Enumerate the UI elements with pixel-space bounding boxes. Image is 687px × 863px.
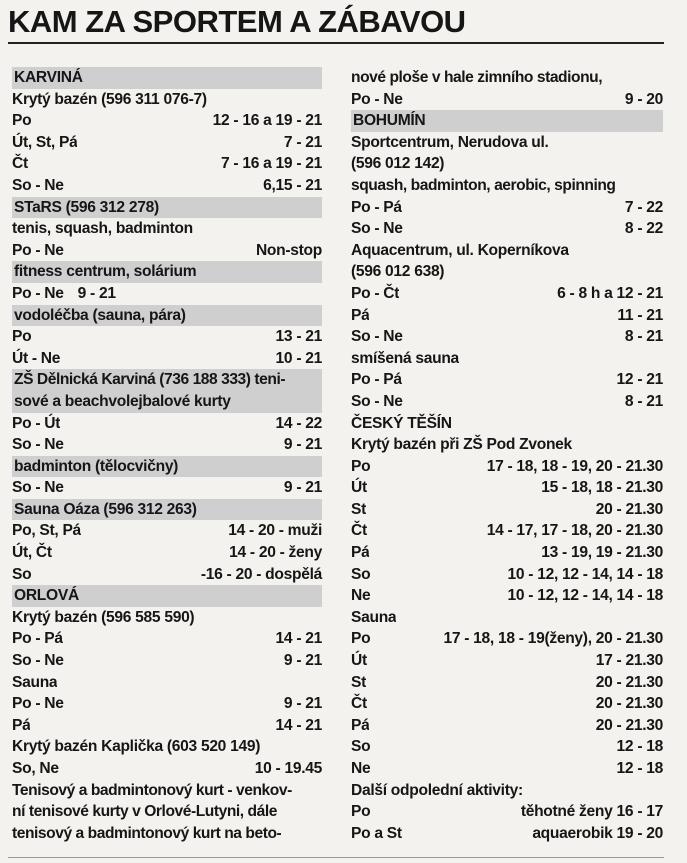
schedule-row	[351, 218, 663, 240]
hours-value: 13 - 21	[275, 328, 322, 346]
text-line	[12, 607, 322, 629]
schedule-row	[12, 520, 322, 542]
text-line	[351, 67, 663, 89]
line-text: Krytý bazén (596 585 590)	[12, 608, 195, 626]
section-heading	[351, 110, 663, 132]
text-line	[351, 240, 663, 262]
hours-value: 7 - 21	[283, 133, 322, 151]
section-heading	[12, 391, 322, 413]
schedule-row	[12, 348, 322, 370]
hours-value: 8 - 21	[624, 392, 663, 410]
hours-value: 15 - 18, 18 - 21.30	[541, 479, 663, 497]
text-line	[12, 801, 322, 823]
text-line	[351, 153, 663, 175]
schedule-row	[12, 715, 322, 737]
schedule-row	[12, 477, 322, 499]
hours-value: 9 - 21	[283, 479, 322, 497]
section-heading	[12, 261, 322, 283]
day-label: Út	[351, 479, 367, 497]
text-line	[351, 780, 663, 802]
day-label: Po	[12, 328, 32, 346]
section-heading	[12, 197, 322, 219]
day-label: Po a St	[351, 824, 402, 842]
hours-value: 9 - 21	[77, 284, 116, 302]
schedule-row	[351, 369, 663, 391]
schedule-row	[351, 283, 663, 305]
hours-value: 12 - 16 a 19 - 21	[212, 112, 322, 130]
hours-value: -16 - 20 - dospělá	[200, 565, 322, 583]
hours-value: 10 - 12, 12 - 14, 14 - 18	[507, 587, 663, 605]
text-line	[351, 607, 663, 629]
text-line	[12, 672, 322, 694]
schedule-row	[12, 132, 322, 154]
day-label: St	[351, 673, 366, 691]
day-label: Po	[351, 803, 371, 821]
day-label: Pá	[351, 716, 370, 734]
section-title: sové a beachvolejbalové kurty	[14, 392, 231, 410]
day-label: Út, St, Pá	[12, 133, 78, 151]
day-label: Pá	[351, 544, 370, 562]
day-label: Po, St, Pá	[12, 522, 81, 540]
schedule-row	[351, 520, 663, 542]
day-label: Ne	[351, 587, 371, 605]
schedule-row	[351, 693, 663, 715]
text-line	[12, 89, 322, 111]
hours-value: 6 - 8 h a 12 - 21	[557, 284, 663, 302]
hours-value: 17 - 18, 18 - 19(ženy), 20 - 21.30	[443, 630, 663, 648]
line-text: squash, badminton, aerobic, spinning	[351, 176, 616, 194]
hours-value: 17 - 18, 18 - 19, 20 - 21.30	[486, 457, 663, 475]
day-label: Út, Čt	[12, 544, 52, 562]
section-heading	[12, 369, 322, 391]
line-text: tenisový a badmintonový kurt na beto-	[12, 824, 282, 842]
text-line	[12, 780, 322, 802]
section-title: badminton (tělocvičny)	[14, 457, 179, 475]
title-divider	[8, 42, 664, 44]
hours-value: 10 - 21	[275, 349, 322, 367]
section-heading	[12, 305, 322, 327]
hours-value: 17 - 21.30	[595, 652, 663, 670]
hours-value: aquaerobik 19 - 20	[532, 824, 663, 842]
hours-value: 12 - 21	[616, 371, 663, 389]
hours-value: 12 - 18	[616, 738, 663, 756]
schedule-row	[12, 693, 322, 715]
line-text: ní tenisové kurty v Orlové-Lutyni, dále	[12, 803, 277, 821]
day-label: So	[351, 565, 371, 583]
hours-value: 8 - 21	[624, 328, 663, 346]
hours-value: 14 - 20 - muži	[228, 522, 322, 540]
hours-value: 11 - 21	[617, 306, 663, 324]
day-label: So	[12, 565, 32, 583]
bottom-divider	[8, 857, 664, 858]
schedule-row	[351, 477, 663, 499]
hours-value: 20 - 21.30	[595, 716, 663, 734]
hours-value: 8 - 22	[624, 220, 663, 238]
day-label: Po	[351, 457, 371, 475]
section-title: KARVINÁ	[14, 69, 83, 86]
day-label: Ne	[351, 760, 371, 777]
hours-value: 14 - 21	[275, 716, 322, 734]
day-label: So - Ne	[12, 176, 64, 194]
day-label: So - Ne	[351, 328, 403, 346]
line-text: tenis, squash, badminton	[12, 220, 193, 238]
hours-value: 12 - 18	[616, 760, 663, 777]
day-label: Po - Ne	[12, 241, 64, 259]
day-label: Pá	[12, 716, 31, 734]
hours-value: 14 - 17, 17 - 18, 20 - 21.30	[486, 522, 663, 540]
day-label: Po - Ne	[12, 695, 64, 713]
hours-value: 14 - 21	[275, 630, 322, 648]
section-heading	[12, 499, 322, 521]
day-label: Čt	[351, 522, 367, 540]
text-line	[351, 348, 663, 370]
section-title: STaRS (596 312 278)	[14, 198, 159, 216]
hours-value: 9 - 21	[283, 436, 322, 454]
text-line	[351, 413, 663, 435]
day-label: St	[351, 500, 366, 518]
schedule-row	[351, 585, 663, 607]
hours-value: 20 - 21.30	[595, 673, 663, 691]
section-title: fitness centrum, solárium	[14, 263, 197, 281]
section-title: Sauna Oáza (596 312 263)	[14, 500, 197, 518]
schedule-row	[12, 628, 322, 650]
hours-value: 14 - 20 - ženy	[229, 544, 322, 562]
right-column	[351, 67, 663, 844]
section-title: vodoléčba (sauna, pára)	[14, 306, 186, 324]
schedule-row	[351, 197, 663, 219]
section-heading	[12, 67, 322, 89]
schedule-row	[351, 628, 663, 650]
line-text: nové ploše v hale zimního stadionu,	[351, 69, 603, 86]
schedule-row	[351, 758, 663, 780]
line-text: ČESKÝ TĚŠÍN	[351, 414, 452, 432]
text-line	[351, 261, 663, 283]
day-label: So, Ne	[12, 760, 59, 777]
schedule-row	[351, 499, 663, 521]
schedule-row	[12, 413, 322, 435]
schedule-row	[351, 672, 663, 694]
line-text: Krytý bazén Kaplička (603 520 149)	[12, 738, 261, 756]
hours-value: 10 - 12, 12 - 14, 14 - 18	[507, 565, 663, 583]
line-text: smíšená sauna	[351, 349, 459, 367]
line-text: Sauna	[351, 608, 397, 626]
schedule-row	[12, 326, 322, 348]
schedule-row	[12, 240, 322, 262]
text-line	[351, 434, 663, 456]
day-label: So - Ne	[12, 436, 64, 454]
day-label: So - Ne	[351, 220, 403, 238]
line-text: (596 012 638)	[351, 263, 445, 281]
hours-value: 9 - 21	[283, 695, 322, 713]
schedule-row	[351, 650, 663, 672]
schedule-row	[12, 434, 322, 456]
section-title: BOHUMÍN	[353, 112, 426, 130]
section-title: ORLOVÁ	[14, 587, 79, 605]
hours-value: těhotné ženy 16 - 17	[520, 803, 663, 821]
line-text: Aquacentrum, ul. Koperníkova	[351, 241, 569, 259]
line-text: Krytý bazén při ZŠ Pod Zvonek	[351, 436, 572, 454]
schedule-row	[351, 736, 663, 758]
schedule-row	[12, 650, 322, 672]
text-line	[12, 823, 322, 845]
schedule-row	[351, 326, 663, 348]
schedule-row	[351, 823, 663, 845]
line-text: (596 012 142)	[351, 155, 445, 173]
hours-value: 7 - 16 a 19 - 21	[221, 155, 322, 173]
day-label: Po - Pá	[12, 630, 63, 648]
day-label: Po - Pá	[351, 371, 402, 389]
schedule-row	[351, 564, 663, 586]
hours-value: 20 - 21.30	[595, 500, 663, 518]
text-line	[351, 175, 663, 197]
line-text: Další odpolední aktivity:	[351, 781, 523, 799]
hours-value: 6,15 - 21	[263, 176, 322, 194]
day-label: Po - Út	[12, 414, 61, 432]
day-label: So - Ne	[351, 392, 403, 410]
hours-value: 20 - 21.30	[595, 695, 663, 713]
section-heading	[12, 585, 322, 607]
line-text: Krytý bazén (596 311 076-7)	[12, 90, 207, 108]
schedule-row	[12, 153, 322, 175]
line-text: Sportcentrum, Nerudova ul.	[351, 133, 549, 151]
day-label: Po - Ne	[12, 284, 64, 302]
day-label: Po	[12, 112, 32, 130]
hours-value: 14 - 22	[275, 414, 322, 432]
day-label: Út - Ne	[12, 349, 61, 367]
hours-value: 7 - 22	[624, 198, 663, 216]
day-label: Po - Pá	[351, 198, 402, 216]
day-label: Út	[351, 652, 367, 670]
schedule-row	[351, 305, 663, 327]
text-line	[12, 736, 322, 758]
day-label: Čt	[12, 155, 28, 173]
hours-value: Non-stop	[255, 241, 322, 259]
day-label: Po - Čt	[351, 284, 400, 302]
day-label: So - Ne	[12, 652, 64, 670]
text-line	[12, 218, 322, 240]
text-line	[351, 132, 663, 154]
schedule-row	[351, 715, 663, 737]
day-label: Po - Ne	[351, 90, 403, 108]
left-column	[12, 67, 322, 844]
day-label: So - Ne	[12, 479, 64, 497]
hours-value: 10 - 19.45	[254, 760, 322, 777]
schedule-row	[351, 89, 663, 111]
line-text: Tenisový a badmintonový kurt - venkov-	[12, 781, 292, 799]
schedule-row	[351, 542, 663, 564]
hours-value: 9 - 21	[283, 652, 322, 670]
section-title: ZŠ Dělnická Karviná (736 188 333) teni-	[14, 371, 286, 389]
schedule-row	[12, 758, 322, 780]
hours-value: 13 - 19, 19 - 21.30	[541, 544, 663, 562]
line-text: Sauna	[12, 673, 58, 691]
day-label: So	[351, 738, 371, 756]
day-label: Čt	[351, 695, 367, 713]
schedule-row	[12, 283, 322, 305]
schedule-row	[351, 456, 663, 478]
schedule-row	[12, 175, 322, 197]
day-label: Po	[351, 630, 371, 648]
hours-value: 9 - 20	[624, 90, 663, 108]
schedule-row	[351, 391, 663, 413]
section-heading	[12, 456, 322, 478]
day-label: Pá	[351, 306, 370, 324]
schedule-row	[12, 110, 322, 132]
schedule-row	[351, 801, 663, 823]
schedule-row	[12, 564, 322, 586]
page-title: KAM ZA SPORTEM A ZÁBAVOU	[8, 4, 466, 39]
schedule-row	[12, 542, 322, 564]
